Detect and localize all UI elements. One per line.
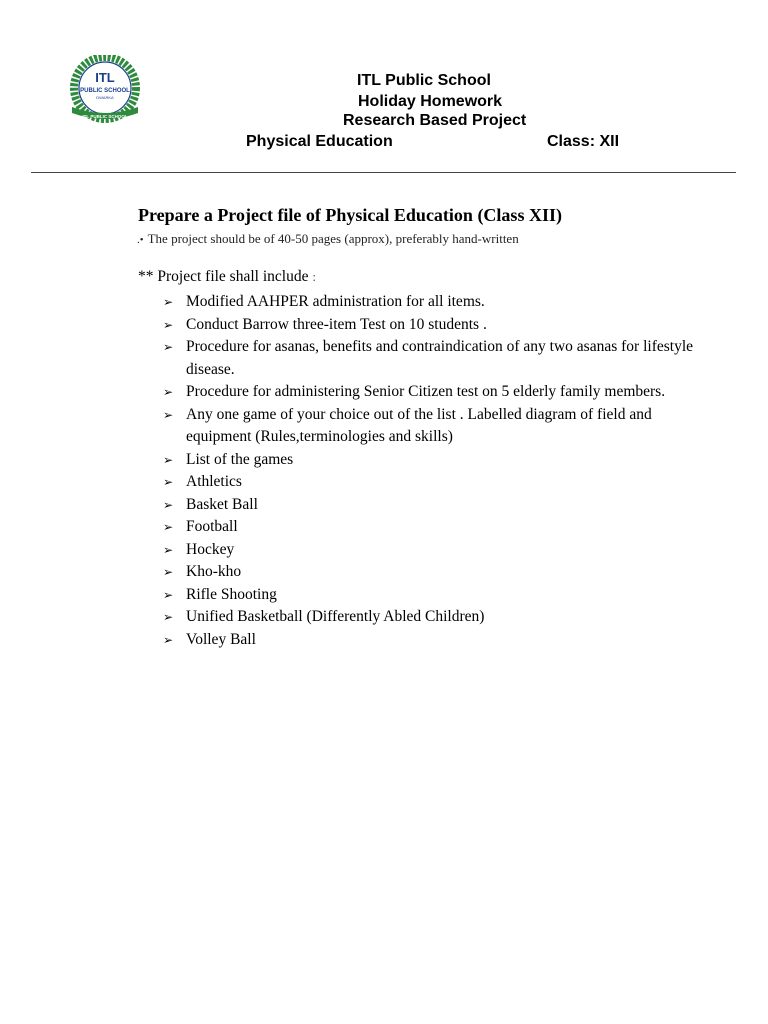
list-item: ➢ Procedure for asanas, benefits and contraindication of any two asanas for lifestyle disease. <box>163 338 694 378</box>
class-label: Class: XII <box>547 133 620 150</box>
project-items-list <box>163 291 693 651</box>
svg-text:ITL: ITL <box>95 70 115 85</box>
list-item: ➢ Conduct Barrow three-item Test on 10 students . <box>163 314 693 337</box>
arrow-bullet-icon: ➢ <box>163 452 174 467</box>
subject-name: Physical Education <box>246 133 393 150</box>
header-divider <box>31 172 736 173</box>
list-item: ➢ Football <box>163 516 693 539</box>
list-item: ➢ Modified AAHPER administration for all items. <box>163 291 693 314</box>
arrow-bullet-icon: ➢ <box>163 407 174 422</box>
note-bullet: .• <box>137 234 144 246</box>
list-item: ➢ Athletics <box>163 471 693 494</box>
arrow-bullet-icon: ➢ <box>163 385 174 399</box>
school-logo <box>64 55 146 129</box>
school-name: ITL Public School <box>357 72 491 89</box>
svg-text:DWARKA: DWARKA <box>96 95 114 100</box>
list-item: ➢ Rifle Shooting <box>163 584 693 607</box>
list-item: ➢ Any one game of your choice out of the list . Labelled diagram of field and equipment (Rules,terminologies and skills) <box>163 405 652 445</box>
arrow-bullet-icon: ➢ <box>163 520 174 534</box>
list-item: ➢ Volley Ball <box>163 629 693 652</box>
project-note <box>137 231 519 247</box>
homework-subtitle: Holiday Homework <box>358 93 503 110</box>
list-item: ➢ List of the games <box>163 449 693 472</box>
arrow-bullet-icon: ➢ <box>163 632 174 647</box>
arrow-bullet-icon: ➢ <box>163 542 174 557</box>
include-heading-text: ** Project file shall include <box>138 268 313 285</box>
arrow-bullet-icon: ➢ <box>163 295 174 309</box>
document-title: Prepare a Project file of Physical Education (Class XII) <box>138 205 562 225</box>
note-text: The project should be of 40-50 pages (approx), preferably hand-written <box>147 231 519 246</box>
arrow-bullet-icon: ➢ <box>163 587 174 602</box>
arrow-bullet-icon: ➢ <box>163 565 174 579</box>
list-item: ➢ Unified Basketball (Differently Abled Children) <box>163 606 693 629</box>
arrow-bullet-icon: ➢ <box>163 475 174 489</box>
arrow-bullet-icon: ➢ <box>163 610 174 624</box>
svg-text:ITL PUBLIC SCHOOL: ITL PUBLIC SCHOOL <box>82 114 128 119</box>
include-heading <box>138 268 316 286</box>
project-type: Research Based Project <box>343 112 527 129</box>
list-item: ➢ Basket Ball <box>163 494 693 517</box>
arrow-bullet-icon: ➢ <box>163 497 174 512</box>
include-heading-colon: : <box>312 269 316 284</box>
arrow-bullet-icon: ➢ <box>163 340 174 354</box>
svg-text:PUBLIC SCHOOL: PUBLIC SCHOOL <box>80 88 130 94</box>
arrow-bullet-icon: ➢ <box>163 317 174 332</box>
list-item: ➢ Procedure for administering Senior Citizen test on 5 elderly family members. <box>163 381 693 404</box>
list-item: ➢ Kho-kho <box>163 561 693 584</box>
list-item: ➢ Hockey <box>163 539 693 562</box>
